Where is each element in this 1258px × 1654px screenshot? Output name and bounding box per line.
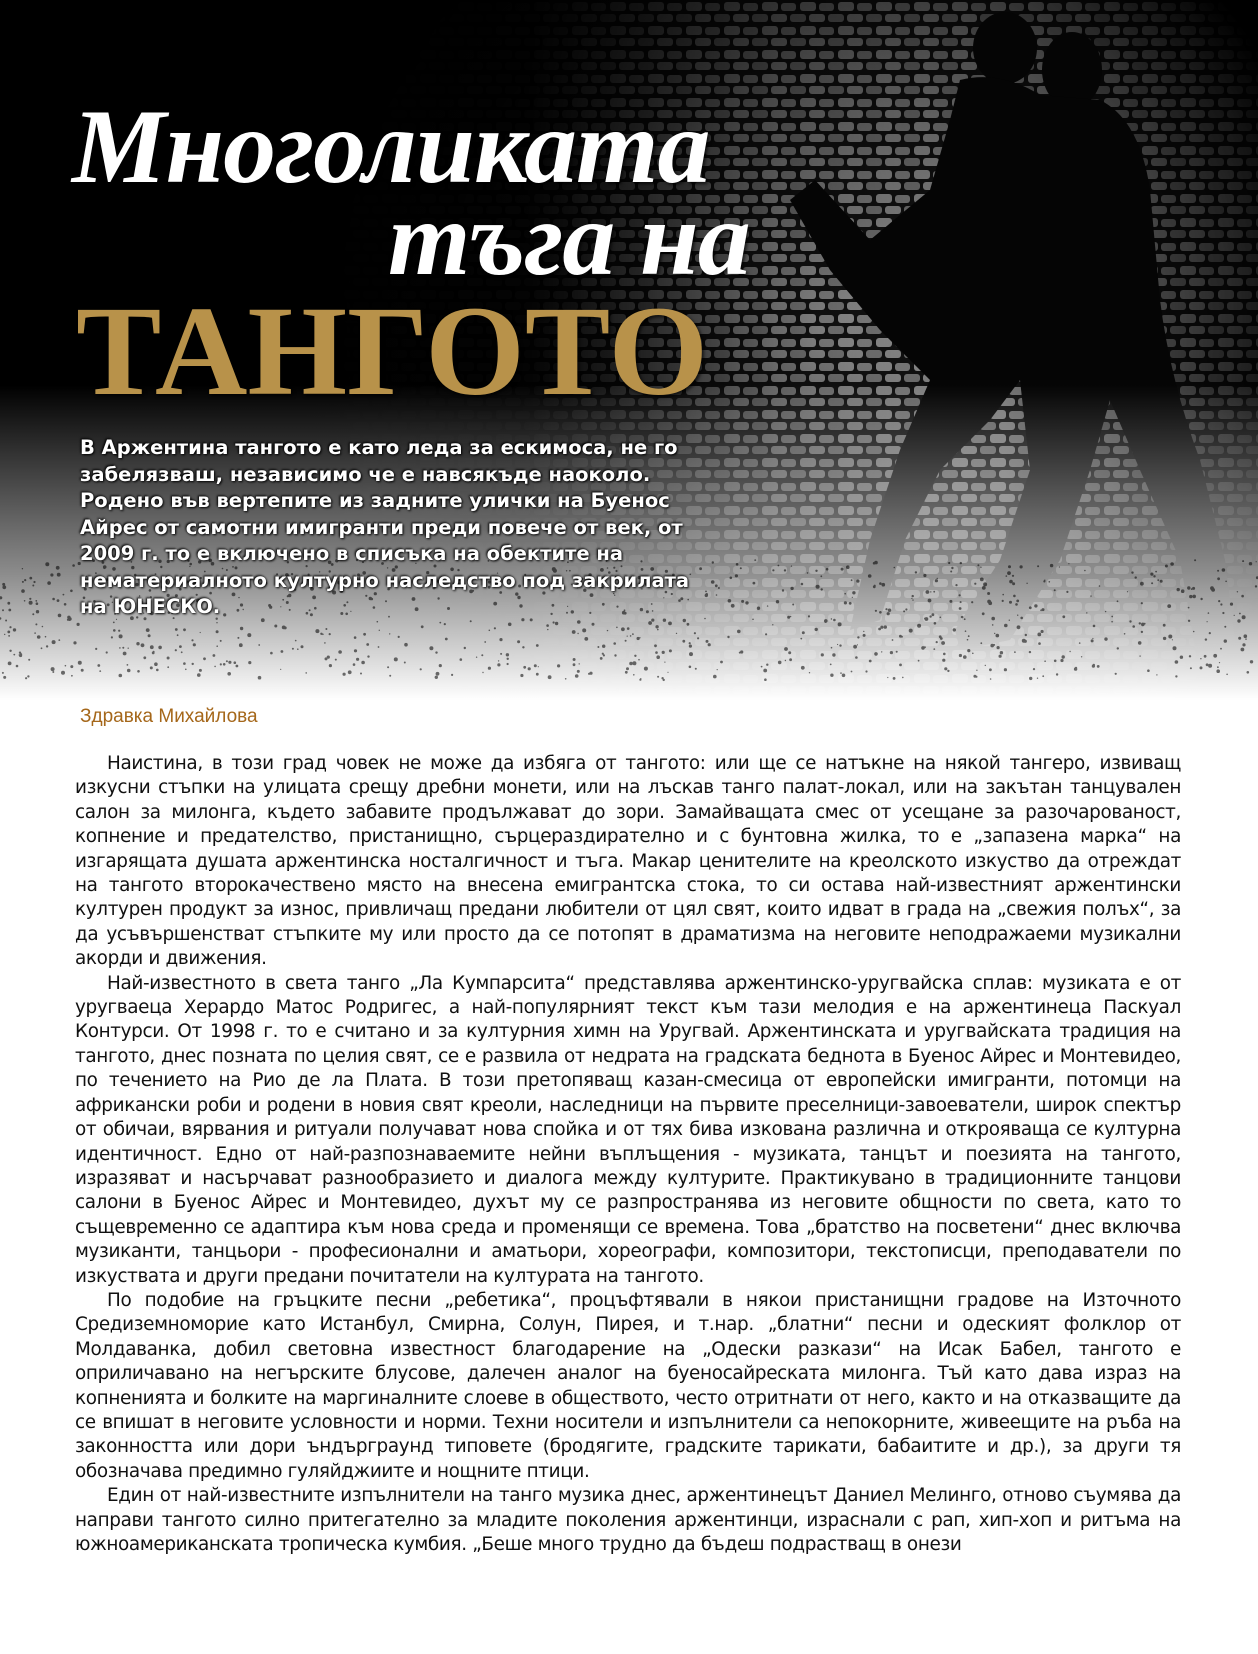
title-line-2: тъга на [388,180,750,297]
author-name: Здравка Михайлова [80,706,258,727]
paragraph: Най-известното в света танго „Ла Кумпарсита“ представлява аржентинско-уругвайска сплав: музиката е от уругваеца Херардо Матос Родригес, а най-популярният текст към тази мелодия е на аржентинеца Паскуал Контурси. От 1998 г. то е считано и за културния химн на Уругвай. Аржентинската и уругвайската традиция на тангото, днес позната по целия свят, се е развила от недрата на градската беднота в Буенос Айрес и Монтевидео, по течението на Рио де ла Плата. В този претопяващ казан-смесица от европейски имигранти, потомци на африкански роби и родени в новия свят креоли, наследници на първите преселници-завоеватели, широк спектър от обичаи, вярвания и ритуали получават нова спойка и от тях бива изкована различна и открояваща се културна идентичност. Едно от най-разпознаваемите нейни въплъщения - музиката, танцът и поезията на тангото, изразяват и насърчават разнообразието и диалога между културите. Практикувано в традиционните танцови салони в Буенос Айрес и Монтевидео, духът му се разпространява из неговите общности по света, като то същевременно се адаптира към нова среда и променящи се времена. Това „братство на посветени“ днес включва музиканти, танцьори - професионални и аматьори, хореографи, композитори, текстописци, преподаватели по изкуствата и други предани почитатели на културата на тангото. [75,972,1181,1287]
article-body [75,752,1181,1557]
title-line-3: ТАНГОТО [76,280,709,422]
paragraph: Един от най-известните изпълнители на танго музика днес, аржентинецът Даниел Мелинго, отново съумява да направи тангото силно притегателно за младите поколения аржентинци, израснали с рап, хип-хоп и ритъма на южноамериканската тропическа кумбия. „Беше много трудно да бъдеш подрастващ в онези [75,1485,1181,1555]
paragraph: Наистина, в този град човек не може да избяга от тангото: или ще се натъкне на някой тангеро, извиващ изкусни стъпки на улицата срещу дребни монети, или на лъскав танго палат-локал, или на закътан танцувален салон за милонга, където забавите продължават до зори. Замайващата смес от усещане за разочарованост, копнение и предателство, пристанищно, сърцераздирателно и с бунтовна жилка, то е „запазена марка“ на изгарящата душата аржентинска носталгичност и тъга. Макар ценителите на креолското изкуство да отреждат на тангото второкачествено място на внесена емигрантска стока, то си остава най-известният аржентински културен продукт за износ, привличащ предани любители от цял свят, които идват в града на „свежия полъх“, за да усъвършенстват стъпките му или просто да се потопят в драматизма на неговите неподражаеми музикални акорди и движения. [75,753,1181,970]
title-line-1: Многоликата [72,88,710,205]
paragraph: По подобие на гръцките песни „ребетика“, процъфтявали в някои пристанищни градове на Източното Средиземноморие като Истанбул, Смирна, Солун, Пирея, и т.нар. „блатни“ песни и одеският фолклор от Молдаванка, добил световна известност благодарение на „Одески разкази“ на Исак Бабел, тангото е оприличавано на негърските блусове, далечен аналог на буеносайреската милонга. Тъй като дава израз на копненията и болките на маргиналните слоеве в обществото, често отритнати от него, както и на отказващите да се впишат в неговите условности и норми. Техни носители и изпълнители са непокорните, живеещите на ръба на законността или дори ъндърграунд типовете (бродягите, градските тарикати, бабаитите и др.), за други тя обозначава предимно гуляйджиите и нощните птици. [75,1289,1181,1482]
hero-photo [0,0,1258,700]
lead-paragraph: В Аржентина тангото е като леда за ескимоса, не го забелязваш, независимо че е навсякъде наоколо. Родено във вертепите из задните улички на Буенос Айрес от самотни имигранти преди повече от век, от 2009 г. то е включено в списъка на обектите на нематериалното културно наследство под закрилата на ЮНЕСКО. [80,436,690,618]
